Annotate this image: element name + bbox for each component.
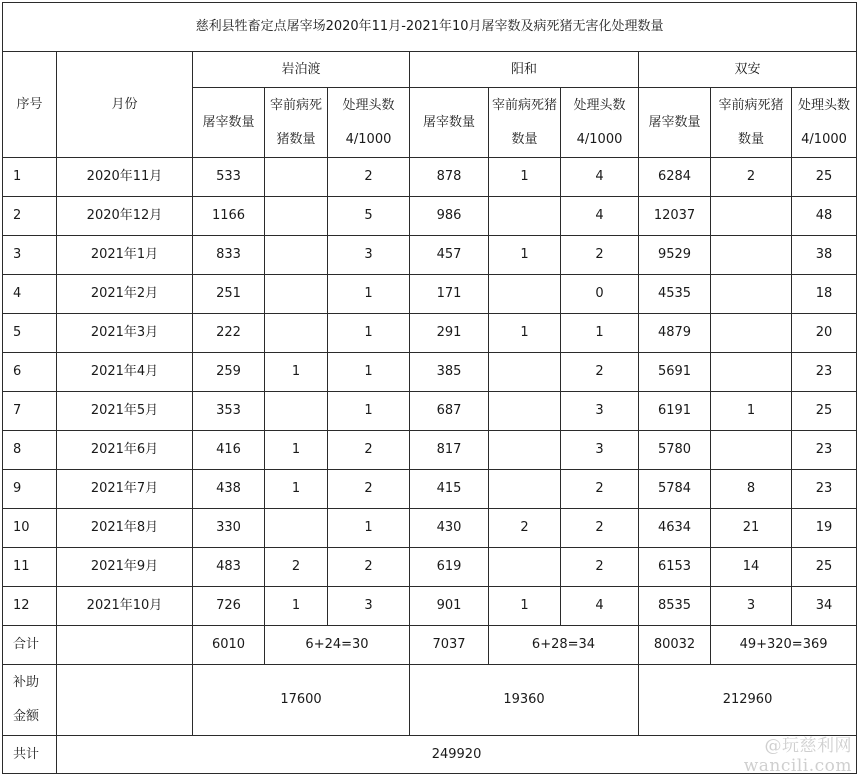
yanboodu-slaughter: 416	[193, 431, 265, 470]
row-month: 2020年11月	[57, 158, 193, 197]
shuangan-slaughter: 4535	[639, 275, 711, 314]
header-pre-slaughter-dead: 宰前病死猪 数量	[711, 88, 792, 158]
yanghe-slaughter: 687	[410, 392, 489, 431]
totals-row	[3, 626, 857, 665]
yanboodu-slaughter: 833	[193, 236, 265, 275]
row-month: 2020年12月	[57, 197, 193, 236]
row-index: 4	[3, 275, 57, 314]
row-month: 2021年8月	[57, 509, 193, 548]
shuangan-dead: 21	[711, 509, 792, 548]
yanghe-treated: 3	[561, 392, 639, 431]
yanghe-dead: 1	[489, 236, 561, 275]
row-index: 2	[3, 197, 57, 236]
yanboodu-dead	[265, 236, 328, 275]
row-index: 12	[3, 587, 57, 626]
shuangan-treated: 25	[792, 392, 857, 431]
yanboodu-dead	[265, 392, 328, 431]
yanboodu-slaughter: 1166	[193, 197, 265, 236]
row-index: 3	[3, 236, 57, 275]
subsidy-empty-cell	[57, 665, 193, 736]
totals-yanghe-slaughter: 7037	[410, 626, 489, 665]
yanboodu-dead: 1	[265, 431, 328, 470]
grand-total-row	[3, 736, 857, 774]
row-index: 9	[3, 470, 57, 509]
yanboodu-treated: 1	[328, 353, 410, 392]
header-treated-count: 处理头数 4/1000	[792, 88, 857, 158]
yanghe-slaughter: 457	[410, 236, 489, 275]
yanghe-dead	[489, 353, 561, 392]
yanboodu-treated: 3	[328, 236, 410, 275]
shuangan-treated: 23	[792, 431, 857, 470]
yanboodu-treated: 1	[328, 392, 410, 431]
data-rows	[3, 158, 857, 626]
shuangan-dead: 8	[711, 470, 792, 509]
table-row	[3, 236, 857, 275]
yanboodu-dead: 2	[265, 548, 328, 587]
yanghe-slaughter: 817	[410, 431, 489, 470]
watermark-line-2: wancili.com	[743, 756, 852, 776]
yanghe-dead	[489, 392, 561, 431]
totals-shuangan-dead-treated: 49+320=369	[711, 626, 857, 665]
header-group-yanghe: 阳和	[410, 52, 639, 88]
grand-total-label: 共计	[3, 736, 57, 774]
table-row	[3, 158, 857, 197]
yanghe-treated: 4	[561, 158, 639, 197]
slaughter-statistics-table	[2, 2, 857, 774]
yanboodu-dead	[265, 158, 328, 197]
table-row	[3, 353, 857, 392]
yanghe-slaughter: 415	[410, 470, 489, 509]
shuangan-dead	[711, 197, 792, 236]
yanboodu-slaughter: 726	[193, 587, 265, 626]
shuangan-dead	[711, 431, 792, 470]
yanboodu-dead: 1	[265, 353, 328, 392]
yanghe-treated: 1	[561, 314, 639, 353]
totals-yanboodu-dead-treated: 6+24=30	[265, 626, 410, 665]
shuangan-treated: 25	[792, 158, 857, 197]
shuangan-dead: 3	[711, 587, 792, 626]
yanboodu-dead	[265, 275, 328, 314]
header-month: 月份	[57, 52, 193, 158]
yanghe-slaughter: 901	[410, 587, 489, 626]
table-row	[3, 548, 857, 587]
shuangan-treated: 48	[792, 197, 857, 236]
row-month: 2021年6月	[57, 431, 193, 470]
yanboodu-treated: 3	[328, 587, 410, 626]
table-row	[3, 431, 857, 470]
table-row	[3, 314, 857, 353]
yanboodu-slaughter: 438	[193, 470, 265, 509]
yanghe-dead: 1	[489, 587, 561, 626]
header-slaughter-count: 屠宰数量	[410, 88, 489, 158]
row-index: 1	[3, 158, 57, 197]
yanghe-slaughter: 171	[410, 275, 489, 314]
yanboodu-treated: 1	[328, 314, 410, 353]
subsidy-shuangan: 212960	[639, 665, 857, 736]
shuangan-slaughter: 4634	[639, 509, 711, 548]
shuangan-treated: 25	[792, 548, 857, 587]
yanboodu-treated: 5	[328, 197, 410, 236]
yanboodu-treated: 2	[328, 158, 410, 197]
totals-yanghe-dead-treated: 6+28=34	[489, 626, 639, 665]
row-index: 6	[3, 353, 57, 392]
yanghe-treated: 4	[561, 587, 639, 626]
table-row	[3, 197, 857, 236]
row-month: 2021年7月	[57, 470, 193, 509]
yanghe-dead: 2	[489, 509, 561, 548]
shuangan-slaughter: 6191	[639, 392, 711, 431]
yanboodu-treated: 2	[328, 431, 410, 470]
row-index: 7	[3, 392, 57, 431]
yanghe-dead	[489, 470, 561, 509]
yanghe-treated: 2	[561, 236, 639, 275]
yanboodu-treated: 1	[328, 275, 410, 314]
row-month: 2021年9月	[57, 548, 193, 587]
row-index: 10	[3, 509, 57, 548]
yanboodu-slaughter: 251	[193, 275, 265, 314]
shuangan-slaughter: 9529	[639, 236, 711, 275]
shuangan-slaughter: 5691	[639, 353, 711, 392]
shuangan-treated: 38	[792, 236, 857, 275]
totals-empty-cell	[57, 626, 193, 665]
yanghe-dead	[489, 275, 561, 314]
subsidy-row	[3, 665, 857, 736]
yanboodu-dead	[265, 509, 328, 548]
yanghe-dead	[489, 197, 561, 236]
row-month: 2021年3月	[57, 314, 193, 353]
shuangan-slaughter: 5780	[639, 431, 711, 470]
shuangan-treated: 23	[792, 353, 857, 392]
yanghe-treated: 2	[561, 509, 639, 548]
table-row	[3, 275, 857, 314]
totals-yanboodu-slaughter: 6010	[193, 626, 265, 665]
header-slaughter-count: 屠宰数量	[639, 88, 711, 158]
row-index: 8	[3, 431, 57, 470]
shuangan-dead: 2	[711, 158, 792, 197]
shuangan-slaughter: 8535	[639, 587, 711, 626]
shuangan-dead	[711, 353, 792, 392]
row-month: 2021年5月	[57, 392, 193, 431]
yanghe-dead	[489, 548, 561, 587]
row-month: 2021年1月	[57, 236, 193, 275]
watermark-line-1: @玩慈利网	[764, 736, 852, 756]
yanghe-treated: 0	[561, 275, 639, 314]
shuangan-treated: 20	[792, 314, 857, 353]
shuangan-treated: 19	[792, 509, 857, 548]
subsidy-yanghe: 19360	[410, 665, 639, 736]
table-row	[3, 470, 857, 509]
yanboodu-slaughter: 259	[193, 353, 265, 392]
yanboodu-treated: 1	[328, 509, 410, 548]
yanghe-treated: 2	[561, 353, 639, 392]
yanghe-slaughter: 430	[410, 509, 489, 548]
header-slaughter-count: 屠宰数量	[193, 88, 265, 158]
yanboodu-dead: 1	[265, 587, 328, 626]
header-index: 序号	[3, 52, 57, 158]
shuangan-treated: 34	[792, 587, 857, 626]
table-title: 慈利县牲畜定点屠宰场2020年11月-2021年10月屠宰数及病死猪无害化处理数量	[3, 3, 857, 52]
totals-label: 合计	[3, 626, 57, 665]
grand-total-value: 249920	[57, 736, 857, 774]
shuangan-treated: 23	[792, 470, 857, 509]
subsidy-label: 补助 金额	[3, 665, 57, 736]
yanboodu-treated: 2	[328, 470, 410, 509]
yanghe-treated: 4	[561, 197, 639, 236]
yanghe-slaughter: 619	[410, 548, 489, 587]
shuangan-slaughter: 6153	[639, 548, 711, 587]
yanghe-slaughter: 291	[410, 314, 489, 353]
row-index: 5	[3, 314, 57, 353]
table-row	[3, 392, 857, 431]
shuangan-dead	[711, 236, 792, 275]
shuangan-slaughter: 5784	[639, 470, 711, 509]
yanboodu-slaughter: 483	[193, 548, 265, 587]
shuangan-dead: 1	[711, 392, 792, 431]
header-group-shuangan: 双安	[639, 52, 857, 88]
watermark	[744, 736, 852, 776]
yanboodu-dead	[265, 197, 328, 236]
yanboodu-dead: 1	[265, 470, 328, 509]
row-index: 11	[3, 548, 57, 587]
yanghe-dead: 1	[489, 314, 561, 353]
table-row	[3, 509, 857, 548]
row-month: 2021年4月	[57, 353, 193, 392]
shuangan-dead	[711, 314, 792, 353]
totals-shuangan-slaughter: 80032	[639, 626, 711, 665]
yanboodu-slaughter: 330	[193, 509, 265, 548]
shuangan-dead	[711, 275, 792, 314]
yanghe-dead: 1	[489, 158, 561, 197]
row-month: 2021年10月	[57, 587, 193, 626]
yanghe-dead	[489, 431, 561, 470]
shuangan-slaughter: 6284	[639, 158, 711, 197]
yanghe-slaughter: 986	[410, 197, 489, 236]
header-treated-count: 处理头数 4/1000	[561, 88, 639, 158]
yanboodu-slaughter: 353	[193, 392, 265, 431]
yanboodu-treated: 2	[328, 548, 410, 587]
header-group-yanboodu: 岩泊渡	[193, 52, 410, 88]
shuangan-slaughter: 4879	[639, 314, 711, 353]
yanboodu-slaughter: 533	[193, 158, 265, 197]
yanghe-slaughter: 878	[410, 158, 489, 197]
table-row	[3, 587, 857, 626]
header-pre-slaughter-dead: 宰前病死猪 数量	[489, 88, 561, 158]
row-month: 2021年2月	[57, 275, 193, 314]
yanghe-treated: 3	[561, 431, 639, 470]
yanghe-slaughter: 385	[410, 353, 489, 392]
yanghe-treated: 2	[561, 470, 639, 509]
subsidy-yanboodu: 17600	[193, 665, 410, 736]
yanboodu-dead	[265, 314, 328, 353]
shuangan-treated: 18	[792, 275, 857, 314]
yanboodu-slaughter: 222	[193, 314, 265, 353]
header-pre-slaughter-dead: 宰前病死 猪数量	[265, 88, 328, 158]
shuangan-slaughter: 12037	[639, 197, 711, 236]
shuangan-dead: 14	[711, 548, 792, 587]
yanghe-treated: 2	[561, 548, 639, 587]
header-treated-count: 处理头数 4/1000	[328, 88, 410, 158]
